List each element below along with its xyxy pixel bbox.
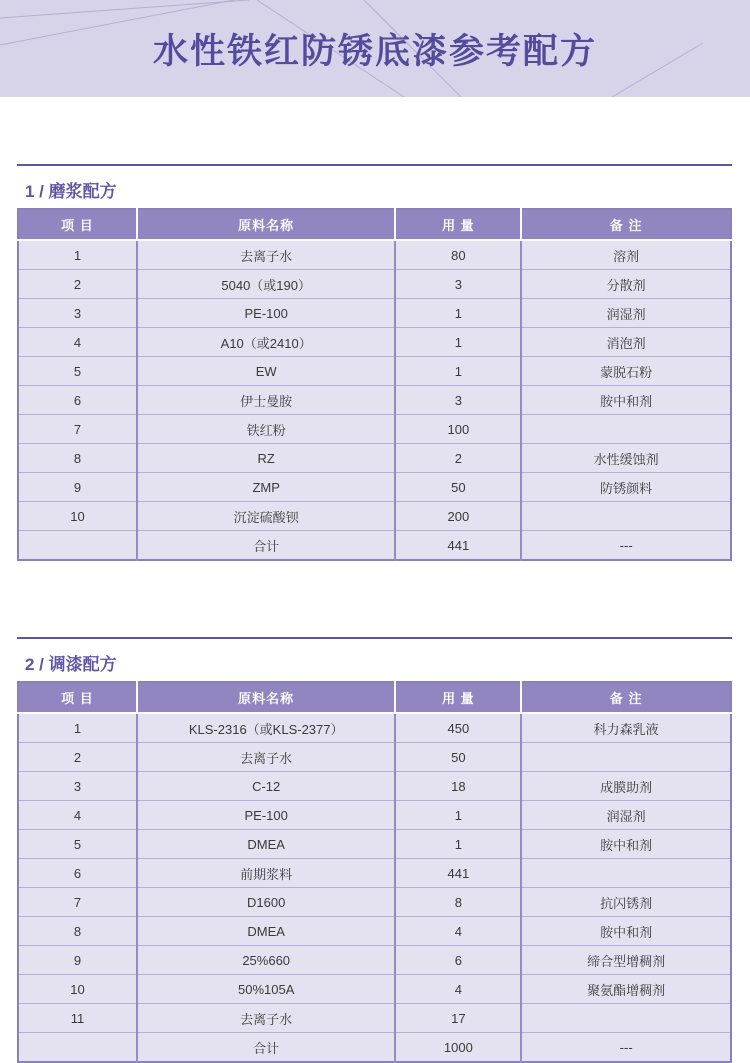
cell-item-no: 8: [18, 444, 137, 473]
cell-material-name: 5040（或190）: [137, 270, 395, 299]
cell-material-name: 铁红粉: [137, 415, 395, 444]
table-row: [18, 444, 731, 473]
cell-material-name: DMEA: [137, 917, 395, 946]
section-paint-mixing-formula: [17, 637, 732, 1063]
cell-material-name: A10（或2410）: [137, 328, 395, 357]
column-header: 原料名称: [137, 209, 395, 240]
cell-amount: 1000: [395, 1033, 521, 1063]
cell-remark: 润湿剂: [521, 299, 731, 328]
cell-material-name: 50%105A: [137, 975, 395, 1004]
cell-item-no: [18, 1033, 137, 1063]
cell-remark: 科力森乳液: [521, 713, 731, 743]
cell-material-name: ZMP: [137, 473, 395, 502]
cell-material-name: C-12: [137, 772, 395, 801]
cell-remark: [521, 1004, 731, 1033]
cell-item-no: 3: [18, 299, 137, 328]
cell-material-name: DMEA: [137, 830, 395, 859]
cell-remark: 聚氨酯增稠剂: [521, 975, 731, 1004]
cell-item-no: 6: [18, 859, 137, 888]
cell-item-no: 8: [18, 917, 137, 946]
paint-mixing-formula-table: [17, 681, 732, 1063]
cell-amount: 3: [395, 270, 521, 299]
cell-amount: 100: [395, 415, 521, 444]
cell-amount: 1: [395, 328, 521, 357]
column-header: 备 注: [521, 209, 731, 240]
cell-amount: 441: [395, 859, 521, 888]
cell-amount: 200: [395, 502, 521, 531]
cell-amount: 50: [395, 473, 521, 502]
table-row: [18, 270, 731, 299]
column-header: 项 目: [18, 682, 137, 713]
table-row: [18, 975, 731, 1004]
page-title: 水性铁红防锈底漆参考配方: [152, 31, 597, 71]
section-divider: [17, 637, 732, 639]
cell-item-no: 7: [18, 888, 137, 917]
cell-item-no: 4: [18, 801, 137, 830]
cell-remark: 缔合型增稠剂: [521, 946, 731, 975]
cell-amount: 2: [395, 444, 521, 473]
cell-remark: 防锈颜料: [521, 473, 731, 502]
cell-amount: 1: [395, 830, 521, 859]
section-heading: 1 / 磨浆配方: [25, 182, 117, 201]
cell-amount: 1: [395, 357, 521, 386]
cell-remark: 蒙脱石粉: [521, 357, 731, 386]
cell-material-name: D1600: [137, 888, 395, 917]
table-row: [18, 531, 731, 561]
cell-material-name: EW: [137, 357, 395, 386]
table-row: [18, 240, 731, 270]
cell-remark: 成膜助剂: [521, 772, 731, 801]
cell-material-name: 25%660: [137, 946, 395, 975]
table-row: [18, 801, 731, 830]
cell-material-name: 沉淀硫酸钡: [137, 502, 395, 531]
cell-remark: 分散剂: [521, 270, 731, 299]
column-header: 用 量: [395, 682, 521, 713]
cell-material-name: 合计: [137, 1033, 395, 1063]
cell-item-no: 1: [18, 713, 137, 743]
table-row: [18, 357, 731, 386]
cell-item-no: 10: [18, 975, 137, 1004]
cell-remark: ---: [521, 1033, 731, 1063]
cell-item-no: 3: [18, 772, 137, 801]
cell-material-name: RZ: [137, 444, 395, 473]
cell-item-no: 9: [18, 946, 137, 975]
cell-amount: 18: [395, 772, 521, 801]
table-row: [18, 386, 731, 415]
cell-item-no: 5: [18, 357, 137, 386]
cell-material-name: PE-100: [137, 299, 395, 328]
table-row: [18, 713, 731, 743]
column-header: 项 目: [18, 209, 137, 240]
table-row: [18, 888, 731, 917]
cell-material-name: 去离子水: [137, 743, 395, 772]
table-body: [18, 713, 731, 1062]
cell-material-name: 去离子水: [137, 1004, 395, 1033]
cell-amount: 1: [395, 801, 521, 830]
column-header: 用 量: [395, 209, 521, 240]
table-body: [18, 240, 731, 560]
table-header: [18, 209, 731, 240]
section-grinding-formula: [17, 164, 732, 561]
cell-amount: 50: [395, 743, 521, 772]
section-divider: [17, 164, 732, 166]
cell-amount: 8: [395, 888, 521, 917]
table-row: [18, 1004, 731, 1033]
table-row: [18, 299, 731, 328]
cell-amount: 17: [395, 1004, 521, 1033]
cell-material-name: 合计: [137, 531, 395, 561]
cell-amount: 3: [395, 386, 521, 415]
table-row: [18, 743, 731, 772]
cell-amount: 4: [395, 917, 521, 946]
main-content: [17, 164, 732, 1063]
cell-item-no: 7: [18, 415, 137, 444]
table-row: [18, 473, 731, 502]
cell-amount: 80: [395, 240, 521, 270]
table-row: [18, 415, 731, 444]
cell-amount: 1: [395, 299, 521, 328]
cell-material-name: 伊士曼胺: [137, 386, 395, 415]
cell-remark: 胺中和剂: [521, 917, 731, 946]
cell-remark: ---: [521, 531, 731, 561]
cell-item-no: 9: [18, 473, 137, 502]
table-row: [18, 1033, 731, 1063]
cell-item-no: 4: [18, 328, 137, 357]
grinding-formula-table: [17, 208, 732, 561]
cell-item-no: 11: [18, 1004, 137, 1033]
column-header: 原料名称: [137, 682, 395, 713]
header-banner: [0, 0, 750, 97]
table-row: [18, 772, 731, 801]
cell-remark: 水性缓蚀剂: [521, 444, 731, 473]
cell-material-name: 前期浆料: [137, 859, 395, 888]
cell-amount: 4: [395, 975, 521, 1004]
cell-remark: [521, 859, 731, 888]
table-row: [18, 859, 731, 888]
cell-remark: 消泡剂: [521, 328, 731, 357]
cell-material-name: PE-100: [137, 801, 395, 830]
cell-remark: [521, 415, 731, 444]
table-row: [18, 502, 731, 531]
cell-remark: 胺中和剂: [521, 386, 731, 415]
cell-remark: 抗闪锈剂: [521, 888, 731, 917]
cell-remark: 溶剂: [521, 240, 731, 270]
cell-amount: 6: [395, 946, 521, 975]
table-row: [18, 830, 731, 859]
cell-item-no: 10: [18, 502, 137, 531]
table-row: [18, 328, 731, 357]
cell-remark: [521, 743, 731, 772]
table-header: [18, 682, 731, 713]
column-header: 备 注: [521, 682, 731, 713]
cell-remark: 润湿剂: [521, 801, 731, 830]
table-row: [18, 946, 731, 975]
cell-item-no: [18, 531, 137, 561]
cell-amount: 441: [395, 531, 521, 561]
cell-amount: 450: [395, 713, 521, 743]
cell-material-name: 去离子水: [137, 240, 395, 270]
section-heading: 2 / 调漆配方: [25, 655, 117, 674]
table-row: [18, 917, 731, 946]
cell-item-no: 1: [18, 240, 137, 270]
cell-item-no: 2: [18, 270, 137, 299]
cell-remark: 胺中和剂: [521, 830, 731, 859]
cell-material-name: KLS-2316（或KLS-2377）: [137, 713, 395, 743]
cell-item-no: 2: [18, 743, 137, 772]
cell-item-no: 6: [18, 386, 137, 415]
cell-item-no: 5: [18, 830, 137, 859]
cell-remark: [521, 502, 731, 531]
